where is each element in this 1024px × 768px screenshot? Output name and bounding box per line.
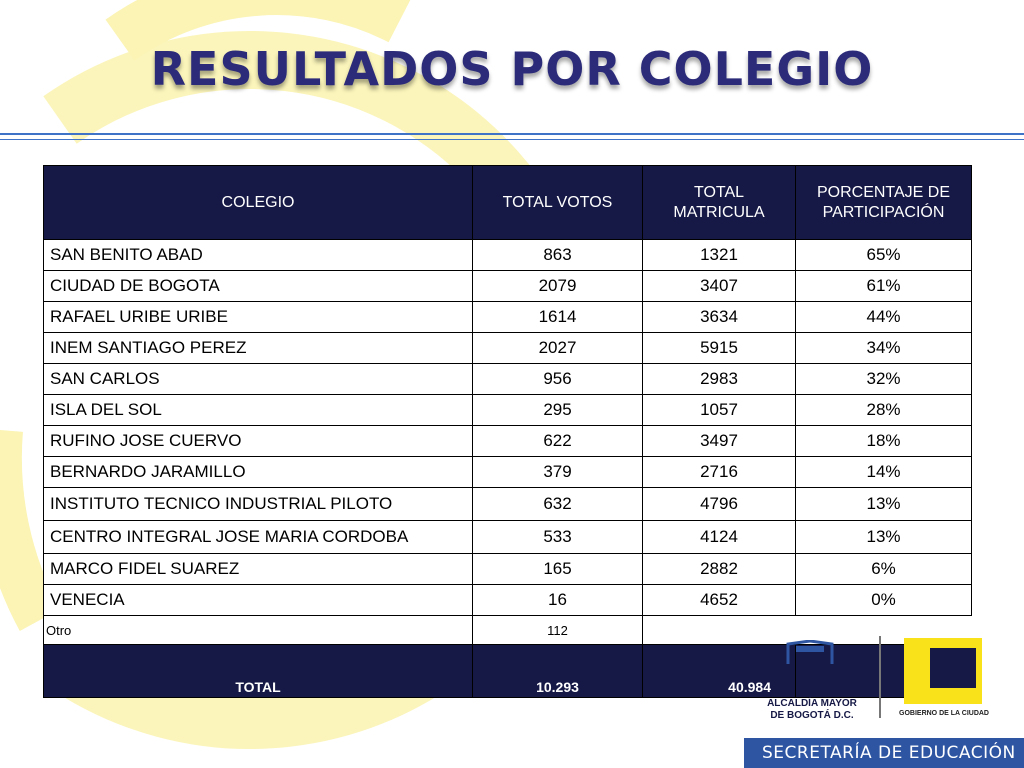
bogota-positiva-logo (904, 638, 982, 704)
cell-matricula: 5915 (643, 333, 796, 364)
cell-total-label: TOTAL (44, 645, 473, 698)
cell-colegio: RUFINO JOSE CUERVO (44, 426, 473, 457)
gobierno-label: GOBIERNO DE LA CIUDAD (899, 710, 989, 717)
cell-porcentaje: 13% (796, 488, 972, 521)
results-table (43, 165, 972, 698)
cell-colegio-otro: Otro (44, 616, 473, 645)
table-row (44, 364, 972, 395)
cell-matricula: 2882 (643, 554, 796, 585)
cell-matricula: 2983 (643, 364, 796, 395)
slide-title: RESULTADOS POR COLEGIO (150, 42, 874, 96)
header-total-matricula-line2: MATRICULA (673, 203, 765, 221)
table-header-row (44, 166, 972, 240)
table-row (44, 521, 972, 554)
title-rule (0, 133, 1024, 135)
header-total-matricula-line1: TOTAL (693, 183, 745, 201)
cell-matricula: 3497 (643, 426, 796, 457)
cell-matricula: 1321 (643, 240, 796, 271)
cell-votos: 863 (473, 240, 643, 271)
footer-secretaria: SECRETARÍA DE EDUCACIÓN (744, 738, 1024, 768)
cell-porcentaje: 18% (796, 426, 972, 457)
cell-votos: 295 (473, 395, 643, 426)
cell-colegio: CIUDAD DE BOGOTA (44, 271, 473, 302)
header-total-votos: TOTAL VOTOS (473, 166, 643, 240)
table-row (44, 585, 972, 616)
cell-colegio: CENTRO INTEGRAL JOSE MARIA CORDOBA (44, 521, 473, 554)
table-row (44, 457, 972, 488)
cell-votos: 165 (473, 554, 643, 585)
cell-matricula: 4652 (643, 585, 796, 616)
header-porcentaje-line1: PORCENTAJE DE (816, 183, 951, 201)
cell-matricula: 3634 (643, 302, 796, 333)
cell-matricula: 1057 (643, 395, 796, 426)
cell-colegio: ISLA DEL SOL (44, 395, 473, 426)
cell-votos: 622 (473, 426, 643, 457)
bogota-logo-mark (930, 648, 976, 688)
table-row (44, 302, 972, 333)
table-row (44, 395, 972, 426)
cell-porcentaje: 44% (796, 302, 972, 333)
cell-porcentaje: 6% (796, 554, 972, 585)
cell-porcentaje: 65% (796, 240, 972, 271)
cell-colegio: SAN CARLOS (44, 364, 473, 395)
table-row (44, 240, 972, 271)
cell-colegio: MARCO FIDEL SUAREZ (44, 554, 473, 585)
cell-votos: 2027 (473, 333, 643, 364)
cell-porcentaje: 0% (796, 585, 972, 616)
cell-matricula: 4796 (643, 488, 796, 521)
cell-total-matricula: 40.984 (643, 645, 796, 698)
cell-porcentaje: 28% (796, 395, 972, 426)
cell-colegio: SAN BENITO ABAD (44, 240, 473, 271)
table-row (44, 333, 972, 364)
logo-divider (879, 636, 881, 718)
cell-votos: 956 (473, 364, 643, 395)
alcaldia-shield-logo (786, 640, 834, 666)
cell-votos: 632 (473, 488, 643, 521)
cell-colegio: RAFAEL URIBE URIBE (44, 302, 473, 333)
alcaldia-line2: DE BOGOTÁ D.C. (770, 710, 854, 721)
cell-votos: 16 (473, 585, 643, 616)
cell-matricula: 2716 (643, 457, 796, 488)
alcaldia-label (752, 698, 872, 722)
header-porcentaje-line2: PARTICIPACIÓN (822, 203, 945, 221)
cell-colegio: INEM SANTIAGO PEREZ (44, 333, 473, 364)
table-row (44, 271, 972, 302)
cell-votos: 533 (473, 521, 643, 554)
header-total-matricula (643, 166, 796, 240)
cell-votos: 1614 (473, 302, 643, 333)
cell-porcentaje: 61% (796, 271, 972, 302)
cell-porcentaje: 14% (796, 457, 972, 488)
cell-colegio: INSTITUTO TECNICO INDUSTRIAL PILOTO (44, 488, 473, 521)
title-rule-thin (0, 139, 1024, 140)
table-row (44, 426, 972, 457)
cell-votos: 379 (473, 457, 643, 488)
cell-colegio: BERNARDO JARAMILLO (44, 457, 473, 488)
cell-porcentaje: 32% (796, 364, 972, 395)
cell-votos-otro: 112 (473, 616, 643, 645)
cell-porcentaje: 13% (796, 521, 972, 554)
cell-colegio: VENECIA (44, 585, 473, 616)
header-colegio: COLEGIO (44, 166, 473, 240)
table-row (44, 488, 972, 521)
cell-empty (643, 616, 796, 645)
cell-total-votos: 10.293 (473, 645, 643, 698)
alcaldia-line1: ALCALDÍA MAYOR (767, 698, 857, 709)
header-porcentaje (796, 166, 972, 240)
cell-matricula: 3407 (643, 271, 796, 302)
cell-matricula: 4124 (643, 521, 796, 554)
table-row (44, 554, 972, 585)
cell-porcentaje: 34% (796, 333, 972, 364)
cell-votos: 2079 (473, 271, 643, 302)
